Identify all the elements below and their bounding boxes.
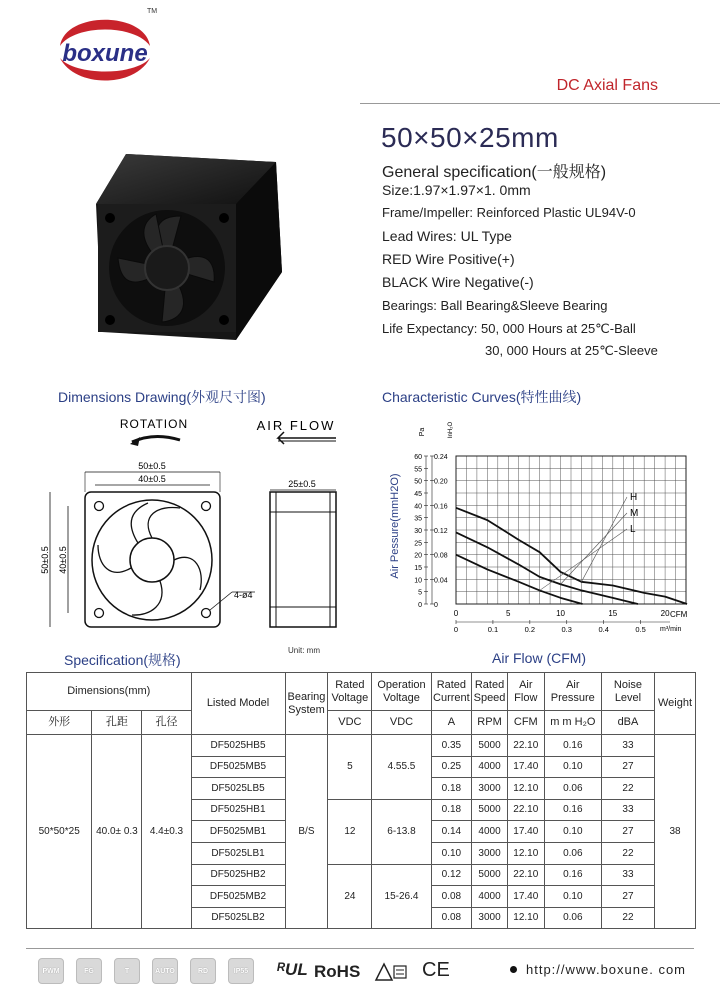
cell-speed: 5000 [472,864,508,886]
cell-noise: 27 [601,756,654,778]
cell-speed: 3000 [472,907,508,929]
cell-rated-voltage: 5 [328,735,372,800]
cell-speed: 4000 [472,886,508,908]
cell-model: DF5025LB2 [191,907,285,929]
cell-noise: 33 [601,735,654,757]
cell-air-flow: 17.40 [507,886,544,908]
header-weight: Weight [655,673,696,735]
cell-air-pressure: 0.10 [544,886,601,908]
unit-mmh2o: m m H₂O [544,711,601,735]
cell-current: 0.18 [431,799,472,821]
fan-product-photo [86,144,292,344]
cell-air-pressure: 0.06 [544,907,601,929]
header-air-flow: Air Flow [507,673,544,711]
x-tick-m3min: 0.3 [561,625,572,634]
cell-air-pressure: 0.10 [544,821,601,843]
cell-speed: 4000 [472,821,508,843]
spec-life-sleeve: 30, 000 Hours at 25℃-Sleeve [485,343,658,358]
cell-current: 0.12 [431,864,472,886]
airflow-heading: Air Flow (CFM) [492,650,587,666]
fg-feature-icon: FG [76,958,102,984]
cell-current: 0.08 [431,886,472,908]
series-leader-h [581,497,627,582]
spec-size: Size:1.97×1.97×1. 0mm [382,182,531,198]
cell-speed: 5000 [472,799,508,821]
general-spec-heading: General specification(一般规格) [382,164,607,181]
y-tick-inh2o: 0.24 [434,454,448,461]
y-tick-pa: 0 [418,602,422,609]
cell-current: 0.14 [431,821,472,843]
cell-air-flow: 22.10 [507,799,544,821]
x-tick-m3min: 0 [453,625,459,634]
dim-side-inner: 40±0.5 [58,546,68,574]
airflow-arrow [278,432,336,444]
cell-outline: 50*50*25 [27,735,92,929]
cell-current: 0.08 [431,907,472,929]
cell-noise: 22 [601,907,654,929]
cell-rated-voltage: 12 [328,799,372,864]
brand-wordmark: boxune [62,40,148,67]
header-dimensions: Dimensions(mm) [27,673,192,711]
cell-model: DF5025HB2 [191,864,285,886]
y-tick-pa: 60 [414,454,422,461]
header-listed-model: Listed Model [191,673,285,735]
cell-operation-voltage: 4.55.5 [372,735,431,800]
unit-label: Unit: mm [288,646,320,655]
table-row [27,735,696,757]
cell-air-pressure: 0.16 [544,735,601,757]
trademark-mark: TM [147,8,158,15]
cell-air-pressure: 0.06 [544,842,601,864]
cell-air-flow: 12.10 [507,778,544,800]
cell-air-flow: 17.40 [507,821,544,843]
rohs-certification-label: RoHS [314,962,361,981]
table-header-row [27,673,696,711]
y-tick-pa: 35 [414,515,422,523]
cell-current: 0.35 [431,735,472,757]
cell-weight: 38 [655,735,696,929]
x-tick-m3min: 0.1 [487,625,499,634]
spec-life-ball: Life Expectancy: 50, 000 Hours at 25℃-Ball [382,321,636,336]
header-air-pressure: Air Pressure [544,673,601,711]
header-bearing-system: Bearing System [285,673,328,735]
footer-divider [26,948,694,949]
cell-model: DF5025HB1 [191,799,285,821]
cell-air-pressure: 0.06 [544,778,601,800]
y-tick-pa: 20 [414,552,422,560]
cell-speed: 3000 [472,842,508,864]
cell-current: 0.10 [431,842,472,864]
cell-operation-voltage: 6-13.8 [372,799,431,864]
chart-x-unit-m3min: m³/min [660,626,682,633]
rd-feature-icon: RD [190,958,216,984]
model-size-title: 50×50×25mm [381,122,559,153]
pwm-feature-icon: PWM [38,958,64,984]
cell-air-flow: 12.10 [507,907,544,929]
cell-current: 0.25 [431,756,472,778]
unit-cfm: CFM [507,711,544,735]
y-tick-pa: 50 [414,478,422,486]
thermal-feature-icon: T [114,958,140,984]
unit-amp: A [431,711,472,735]
y-tick-inh2o: 0 [434,602,438,609]
y-tick-pa: 25 [414,540,422,548]
cell-noise: 27 [601,821,654,843]
unit-operation-vdc: VDC [372,711,431,735]
curve-h [456,508,687,604]
cell-speed: 5000 [472,735,508,757]
y-tick-pa: 45 [414,491,422,498]
unit-dba: dBA [601,711,654,735]
unit-outline: 外形 [27,711,92,735]
airflow-label: AIR FLOW [256,418,336,433]
x-tick-cfm: 15 [608,609,618,618]
header-rated-voltage: Rated Voltage [328,673,372,711]
x-tick-cfm: 20 [660,609,670,618]
series-leader-m [561,513,627,584]
cell-air-pressure: 0.10 [544,756,601,778]
characteristic-curves-chart [380,416,700,640]
cell-air-pressure: 0.16 [544,864,601,886]
cell-model: DF5025LB1 [191,842,285,864]
dimensions-drawing-heading: Dimensions Drawing(外观尺寸图) [58,389,266,405]
cell-current: 0.18 [431,778,472,800]
spec-frame-material: Frame/Impeller: Reinforced Plastic UL94V-0 [382,205,636,220]
cell-air-pressure: 0.16 [544,799,601,821]
unit-rpm: RPM [472,711,508,735]
x-tick-m3min: 0.5 [635,625,646,634]
unit-hole: 孔径 [142,711,191,735]
website-link[interactable]: http://www.boxune. com [526,962,687,977]
y-tick-inh2o: 0.20 [434,478,448,486]
spec-bearings: Bearings: Ball Bearing&Sleeve Bearing [382,298,608,313]
cell-hole-pitch: 40.0± 0.3 [92,735,142,929]
cell-air-flow: 22.10 [507,864,544,886]
dimension-drawing [40,410,360,638]
cell-air-flow: 17.40 [507,756,544,778]
spec-black-wire: BLACK Wire Negative(-) [382,274,534,290]
header-noise-level: Noise Level [601,673,654,711]
cell-hole-diameter: 4.4±0.3 [142,735,191,929]
ul-certification-icon: ᴿUL [276,960,308,979]
chart-y-unit-pa: Pa [419,427,426,437]
chart-series-lines [456,492,687,604]
cell-noise: 22 [601,842,654,864]
series-label-l: L [630,524,636,535]
cell-model: DF5025MB1 [191,821,285,843]
auto-restart-feature-icon: AUTO [152,958,178,984]
header-rated-current: Rated Current [431,673,472,711]
x-tick-cfm: 5 [506,609,511,618]
y-tick-inh2o: 0.08 [434,552,448,560]
y-tick-pa: 10 [414,577,422,585]
chart-ylabel: Air Pessure(mmH2O) [389,473,401,579]
category-title: DC Axial Fans [556,77,658,94]
x-tick-m3min: 0.2 [524,625,536,634]
cell-air-flow: 22.10 [507,735,544,757]
x-tick-m3min: 0.4 [598,625,609,634]
characteristic-curves-heading: Characteristic Curves(特性曲线) [382,389,582,405]
table-unit-row [27,711,696,735]
bullet-icon [510,966,517,973]
hole-dimension: 4-ø4 [234,590,253,600]
header-operation-voltage: Operation Voltage [372,673,431,711]
dim-inner: 40±0.5 [138,474,166,484]
cell-speed: 3000 [472,778,508,800]
ip55-feature-icon: IP55 [228,958,254,984]
y-tick-inh2o: 0.04 [434,577,448,585]
tuv-certification-icon [374,962,408,982]
dim-outer: 50±0.5 [138,461,166,471]
x-tick-cfm: 10 [556,609,565,618]
cell-model: DF5025HB5 [191,735,285,757]
chart-x-unit-cfm: CFM [670,610,688,619]
spec-red-wire: RED Wire Positive(+) [382,251,515,267]
spec-lead-wires: Lead Wires: UL Type [382,228,512,244]
y-tick-pa: 55 [414,466,422,474]
brand-logo [40,6,170,92]
cell-noise: 22 [601,778,654,800]
x-tick-cfm: 0 [453,609,459,618]
cell-noise: 33 [601,864,654,886]
dim-side-outer: 50±0.5 [40,546,50,574]
y-tick-pa: 40 [414,503,422,511]
y-tick-pa: 30 [414,528,422,535]
cell-operation-voltage: 15-26.4 [372,864,431,929]
series-label-h: H [630,492,638,503]
ce-certification-label: CE [422,959,450,981]
table-body [27,735,696,929]
cell-air-flow: 12.10 [507,842,544,864]
dim-depth: 25±0.5 [288,479,316,489]
header-divider [360,103,720,104]
unit-pitch: 孔距 [92,711,142,735]
chart-tick-labels [414,454,670,634]
y-tick-inh2o: 0.16 [434,503,448,511]
y-tick-pa: 5 [418,589,422,597]
chart-grid [456,456,686,604]
series-label-m: M [630,508,639,519]
y-tick-pa: 15 [414,565,422,572]
cell-bearing: B/S [285,735,328,929]
rotation-label: ROTATION [119,417,189,431]
specification-table [26,672,696,929]
y-tick-inh2o: 0.12 [434,528,448,535]
cell-model: DF5025MB2 [191,886,285,908]
cell-model: DF5025LB5 [191,778,285,800]
header-rated-speed: Rated Speed [472,673,508,711]
cell-noise: 33 [601,799,654,821]
cell-rated-voltage: 24 [328,864,372,929]
cell-noise: 27 [601,886,654,908]
cell-speed: 4000 [472,756,508,778]
chart-y-unit-inh2o: InH₂O [448,421,454,439]
specification-heading: Specification(规格) [64,652,181,668]
unit-rated-vdc: VDC [328,711,372,735]
cell-model: DF5025MB5 [191,756,285,778]
